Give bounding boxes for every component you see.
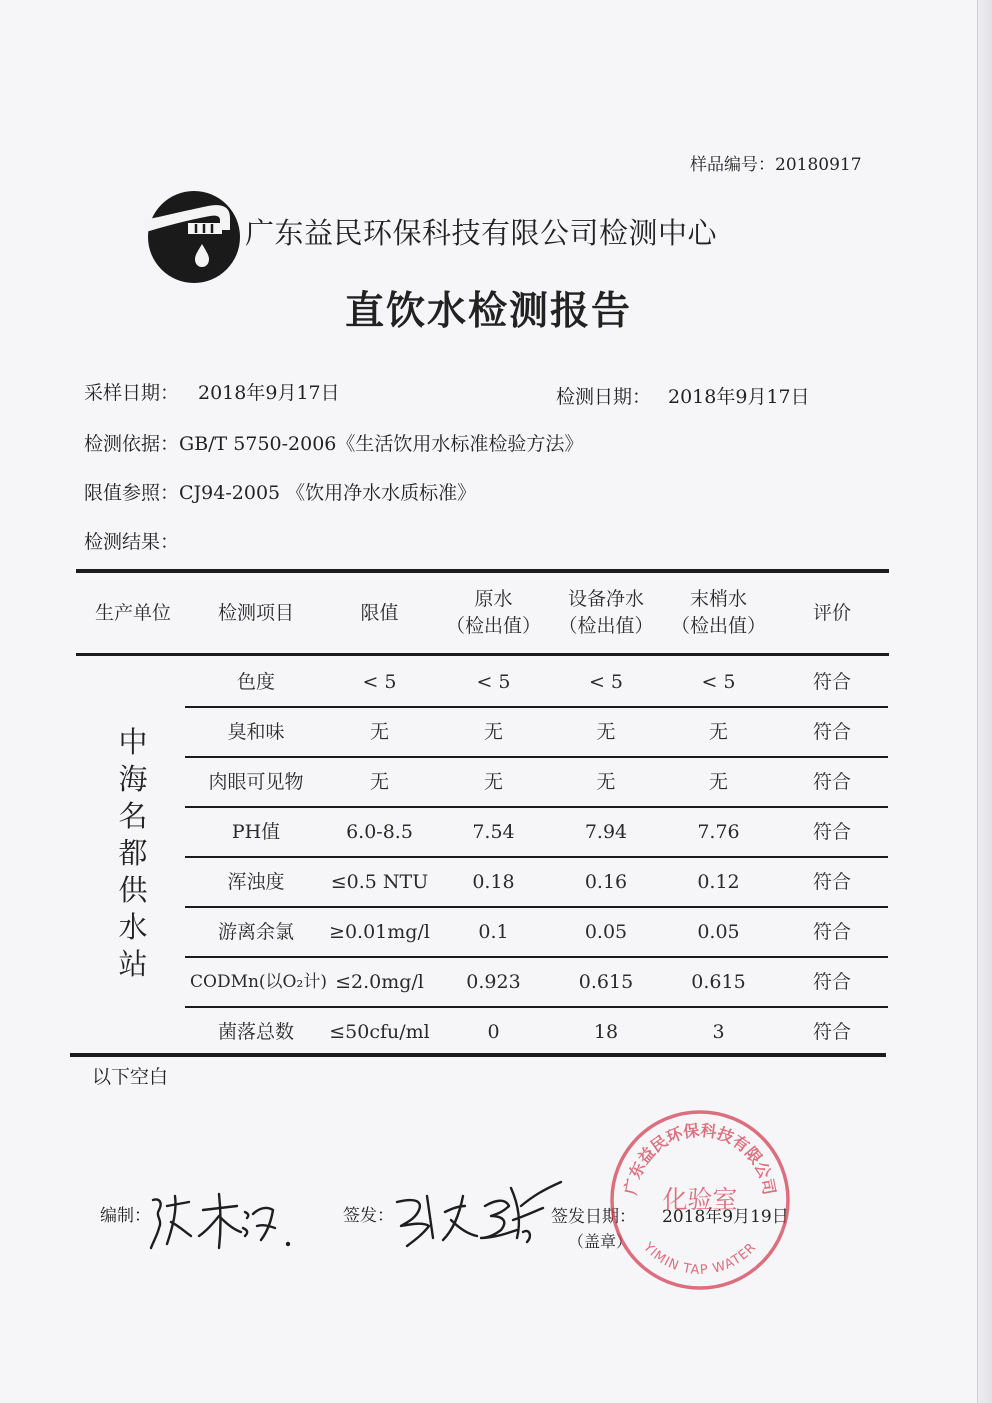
table-row xyxy=(76,657,889,707)
scan-page-edge xyxy=(977,0,992,1403)
cell-item: 色度 xyxy=(236,670,275,693)
cell-item: 菌落总数 xyxy=(217,1020,294,1043)
table-row xyxy=(76,757,889,807)
cell-limit: 无 xyxy=(369,770,389,793)
cell-raw-water: 0.923 xyxy=(466,970,521,993)
stamp-company-text: 广东益民环保科技有限公司 xyxy=(620,1120,780,1197)
cell-purified-water: 0.05 xyxy=(584,920,628,943)
results-label: 检测结果： xyxy=(84,531,180,553)
cell-limit: 6.0-8.5 xyxy=(346,820,413,843)
cell-terminal-water: 0.615 xyxy=(691,970,746,993)
test-basis-label: 检测依据： xyxy=(84,433,180,455)
sample-number-label: 样品编号： xyxy=(690,155,775,175)
cell-evaluation: 符合 xyxy=(812,870,851,893)
report-title: 直饮水检测报告 xyxy=(345,288,633,334)
issuer-signature xyxy=(393,1176,569,1252)
cell-evaluation: 符合 xyxy=(812,970,851,993)
cell-terminal-water: 0.05 xyxy=(697,920,740,943)
cell-item: 肉眼可见物 xyxy=(208,770,304,793)
cell-terminal-water: 无 xyxy=(708,770,728,793)
compiled-by-label: 编制： xyxy=(100,1206,151,1226)
cell-item: 游离余氯 xyxy=(217,920,294,943)
cell-limit: ≥0.01mg/l xyxy=(329,920,430,943)
cell-purified-water: 0.16 xyxy=(584,870,628,893)
cell-limit: ≤2.0mg/l xyxy=(335,970,424,993)
cell-purified-water: 0.615 xyxy=(578,970,634,993)
cell-evaluation: 符合 xyxy=(812,1020,851,1043)
company-name: 广东益民环保科技有限公司检测中心 xyxy=(245,216,718,250)
cell-raw-water: < 5 xyxy=(476,670,511,693)
cell-purified-water: < 5 xyxy=(588,670,624,693)
test-basis xyxy=(84,433,583,456)
test-basis-value: GB/T 5750-2006《生活饮用水标准检验方法》 xyxy=(179,433,584,455)
cell-evaluation: 符合 xyxy=(812,720,851,743)
cell-terminal-water: 无 xyxy=(708,720,728,743)
table-header xyxy=(76,573,889,653)
test-date-value: 2018年9月17日 xyxy=(668,386,810,408)
header-terminal-water: 末梢水 （检出值） xyxy=(670,588,766,637)
limit-reference-label: 限值参照： xyxy=(84,482,180,504)
cell-raw-water: 0.18 xyxy=(472,870,515,893)
cell-raw-water: 0.1 xyxy=(478,920,509,943)
cell-limit: < 5 xyxy=(362,670,397,693)
table-row xyxy=(76,1007,889,1057)
svg-text:YIMIN TAP WATER xyxy=(640,1239,760,1278)
table-row xyxy=(76,907,889,957)
header-unit: 生产单位 xyxy=(94,601,171,624)
cell-purified-water: 7.94 xyxy=(584,820,628,843)
cell-raw-water: 7.54 xyxy=(472,820,515,843)
cell-evaluation: 符合 xyxy=(812,670,851,693)
seal-note: （盖章） xyxy=(568,1232,633,1251)
cell-purified-water: 18 xyxy=(593,1020,619,1043)
issue-date-label: 签发日期： xyxy=(551,1207,636,1227)
company-seal-stamp xyxy=(607,1107,793,1293)
cell-terminal-water: 7.76 xyxy=(697,820,740,843)
cell-raw-water: 无 xyxy=(483,770,503,793)
sampling-date-value: 2018年9月17日 xyxy=(198,382,340,404)
header-raw-water: 原水 （检出值） xyxy=(445,588,541,637)
compiler-signature xyxy=(145,1186,297,1258)
cell-item: 浑浊度 xyxy=(227,870,285,893)
cell-raw-water: 无 xyxy=(483,720,503,743)
cell-item: PH值 xyxy=(231,820,281,843)
cell-limit: 无 xyxy=(369,720,389,743)
stamp-dept-text: 化验室 xyxy=(662,1185,738,1214)
cell-item: 臭和味 xyxy=(227,720,285,743)
sample-number xyxy=(690,155,862,175)
faucet-drop-logo-icon xyxy=(144,186,244,286)
cell-evaluation: 符合 xyxy=(812,920,851,943)
table-row xyxy=(76,857,889,907)
header-purified-water: 设备净水 （检出值） xyxy=(558,588,654,637)
table-row xyxy=(76,807,889,857)
limit-reference-value: CJ94-2005 《饮用净水水质标准》 xyxy=(179,482,477,504)
cell-limit: ≤50cfu/ml xyxy=(329,1020,430,1043)
below-blank-note: 以下空白 xyxy=(92,1066,169,1088)
cell-limit: ≤0.5 NTU xyxy=(330,870,429,893)
sampling-date-label: 采样日期： xyxy=(84,382,180,404)
cell-terminal-water: 3 xyxy=(712,1020,725,1043)
header-limit: 限值 xyxy=(360,601,399,624)
test-date-label: 检测日期： xyxy=(556,386,652,408)
limit-reference xyxy=(84,482,476,505)
cell-terminal-water: 0.12 xyxy=(697,870,740,893)
issue-date-value: 2018年9月19日 xyxy=(662,1207,789,1227)
table-row xyxy=(76,957,889,1007)
cell-purified-water: 无 xyxy=(596,720,616,743)
stamp-english-text: YIMIN TAP WATER xyxy=(640,1239,760,1279)
cell-evaluation: 符合 xyxy=(812,770,851,793)
table-header-rule xyxy=(76,653,889,656)
cell-item: CODMn(以O₂计) xyxy=(190,971,327,992)
cell-terminal-water: < 5 xyxy=(701,670,736,693)
header-item: 检测项目 xyxy=(217,601,294,624)
cell-raw-water: 0 xyxy=(487,1020,500,1043)
production-unit: 中海名都供水站 xyxy=(118,725,148,981)
table-row xyxy=(76,707,889,757)
header-evaluation: 评价 xyxy=(812,601,851,624)
issued-by-label: 签发： xyxy=(343,1206,394,1226)
sample-number-value: 20180917 xyxy=(775,155,862,175)
cell-purified-water: 无 xyxy=(596,770,616,793)
cell-evaluation: 符合 xyxy=(812,820,851,843)
